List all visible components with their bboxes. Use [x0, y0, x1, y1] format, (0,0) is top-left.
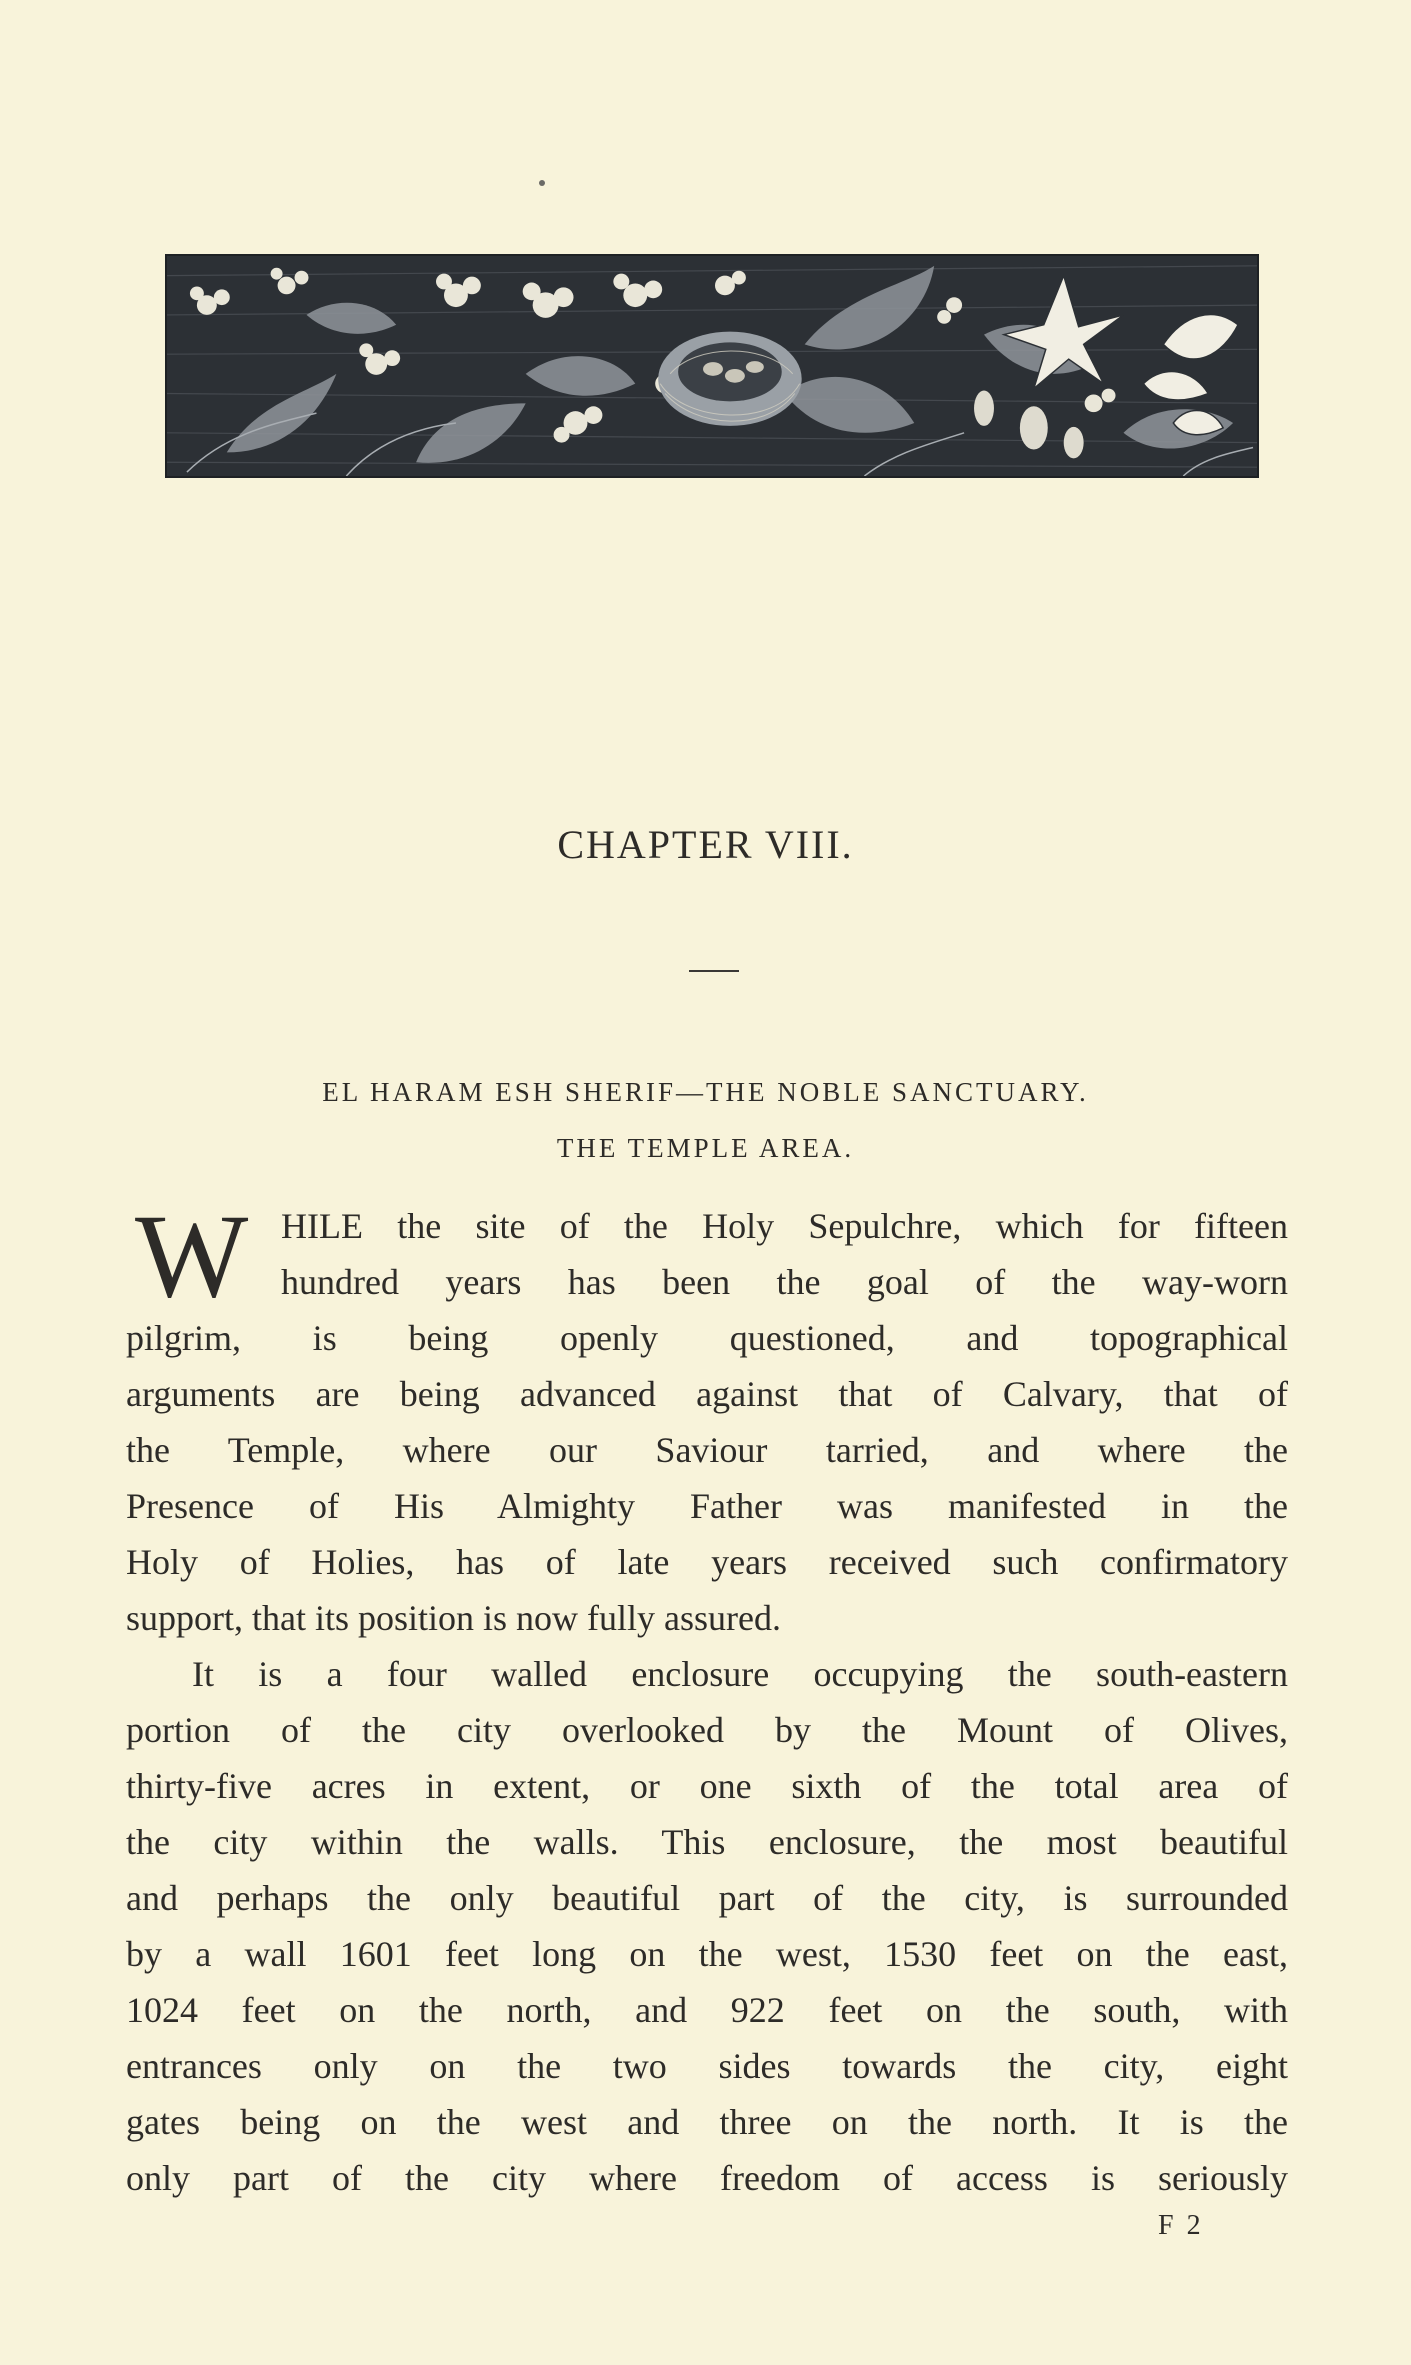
- paragraph1-line: Presence of His Almighty Father was manifested in the: [126, 1486, 1288, 1526]
- floral-headpiece-ornament: [165, 254, 1259, 478]
- ink-dot: [539, 180, 545, 186]
- paragraph1-line: support, that its position is now fully assured.: [126, 1598, 781, 1638]
- divider-rule: [689, 970, 739, 972]
- paragraph1-line: arguments are being advanced against that of Calvary, that of: [126, 1374, 1288, 1414]
- paragraph2-line: entrances only on the two sides towards the city, eight: [126, 2046, 1288, 2086]
- paragraph2-line: portion of the city overlooked by the Mount of Olives,: [126, 1710, 1288, 1750]
- paragraph2-line: thirty-five acres in extent, or one sixth of the total area of: [126, 1766, 1288, 1806]
- paragraph1-line: pilgrim, is being openly questioned, and topographical: [126, 1318, 1288, 1358]
- chapter-title: CHAPTER VIII.: [557, 822, 854, 867]
- paragraph2-line: the city within the walls. This enclosure, the most beautiful: [126, 1822, 1288, 1862]
- floral-engraving-image: [167, 256, 1257, 476]
- signature-mark: F 2: [1158, 2210, 1204, 2241]
- drop-cap-letter: W: [135, 1189, 249, 1322]
- paragraph2-line: and perhaps the only beautiful part of the city, is surrounded: [126, 1878, 1288, 1918]
- chapter-subtitle-line1: EL HARAM ESH SHERIF—THE NOBLE SANCTUARY.: [322, 1077, 1089, 1107]
- paragraph1-line: the Temple, where our Saviour tarried, and where the: [126, 1430, 1288, 1470]
- paragraph1-line: hundred years has been the goal of the way-worn: [281, 1262, 1288, 1302]
- paragraph2-line: by a wall 1601 feet long on the west, 1530 feet on the east,: [126, 1934, 1288, 1974]
- body-text: [126, 1189, 1288, 2206]
- paragraph2-line: only part of the city where freedom of access is seriously: [126, 2158, 1288, 2198]
- paragraph1-line: HILE the site of the Holy Sepulchre, which for fifteen: [281, 1206, 1288, 1246]
- paragraph2-line: It is a four walled enclosure occupying the south-eastern: [192, 1654, 1288, 1694]
- chapter-subtitle-line2: THE TEMPLE AREA.: [556, 1133, 855, 1163]
- paragraph2-line: gates being on the west and three on the north. It is the: [126, 2102, 1288, 2142]
- paragraph2-line: 1024 feet on the north, and 922 feet on the south, with: [126, 1990, 1288, 2030]
- paragraph1-line: Holy of Holies, has of late years received such confirmatory: [126, 1542, 1288, 1582]
